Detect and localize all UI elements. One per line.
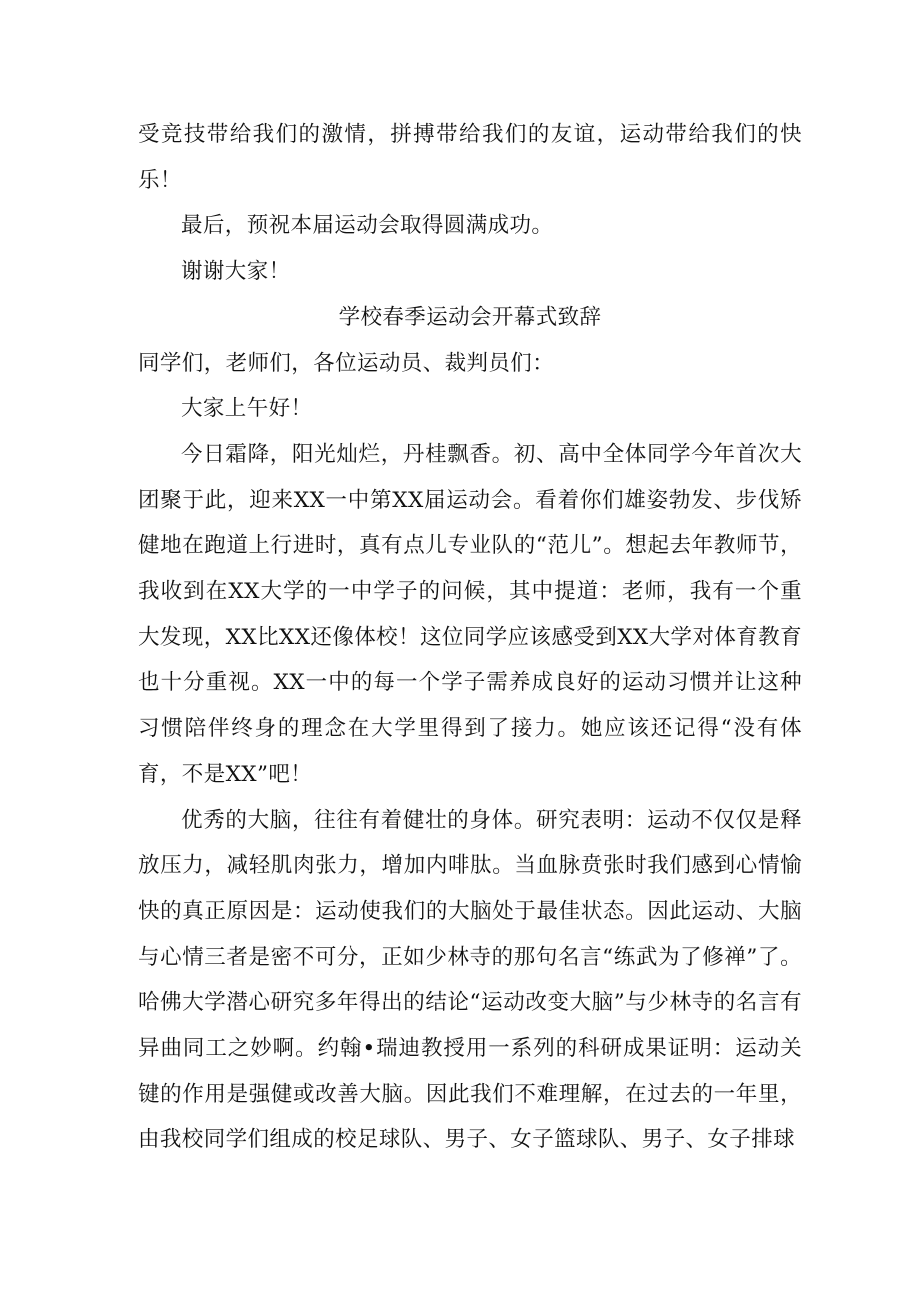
paragraph-wish: 最后，预祝本届运动会取得圆满成功。	[181, 213, 554, 239]
paragraph-frost-descent: 今日霜降，阳光灿烂，丹桂飘香。初、高中全体同学今年首次大团聚于此，迎来XX一中第XX届运动会。看着你们雄姿勃发、步伐矫健地在跑道上行进时，真有点儿专业队的“范儿”。想起去年教师节，我收到在XX大学的一中学子的问候，其中提道：老师，我有一个重大发现，XX比XX还像体校！这位同学应该感受到XX大学对体育教育也十分重视。XX一中的每一个学子需养成良好的运动习惯并让这种习惯陪伴终身的理念在大学里得到了接力。她应该还记得“没有体育，不是XX”吧！	[138, 441, 802, 787]
document-body	[138, 112, 802, 1163]
speech-greeting: 大家上午好！	[181, 396, 313, 422]
speech-title: 学校春季运动会开幕式致辞	[338, 304, 602, 330]
paragraph-brain: 优秀的大脑，往往有着健壮的身体。研究表明：运动不仅仅是释放压力，减轻肌肉张力，增加内啡肽。当血脉贲张时我们感到心情愉快的真正原因是：运动使我们的大脑处于最佳状态。因此运动、大脑与心情三者是密不可分，正如少林寺的那句名言“练武为了修禅”了。哈佛大学潜心研究多年得出的结论“运动改变大脑”与少林寺的名言有异曲同工之妙啊。约翰•瑞迪教授用一系列的科研成果证明：运动关键的作用是强健或改善大脑。因此我们不难理解，在过去的一年里，由我校同学们组成的校足球队、男子、女子篮球队、男子、女子排球	[138, 807, 802, 1153]
paragraph-thanks: 谢谢大家！	[181, 259, 291, 285]
paragraph-closing-line: 受竞技带给我们的激情，拼搏带给我们的友谊，运动带给我们的快乐！	[138, 122, 802, 193]
speech-salutation: 同学们，老师们，各位运动员、裁判员们：	[138, 350, 555, 376]
